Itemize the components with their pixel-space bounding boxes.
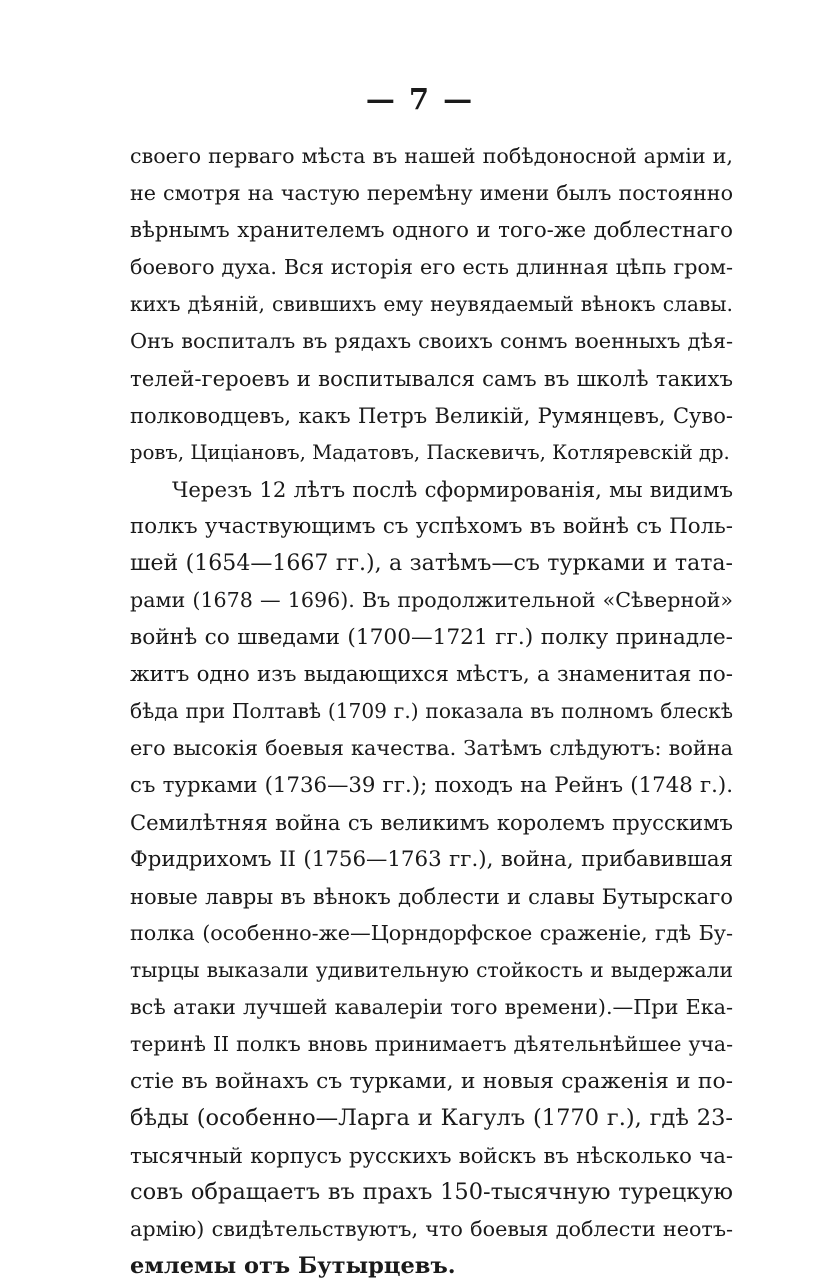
- text-line: бѣда при Полтавѣ (1709 г.) показала въ полномъ блескѣ: [130, 699, 733, 723]
- text-line: его высокія боевыя качества. Затѣмъ слѣдуютъ: война: [130, 736, 733, 760]
- text-line: стіе въ войнахъ съ турками, и новыя сраженія и по-: [130, 1069, 733, 1094]
- text-line: не смотря на частую перемѣну имени былъ постоянно: [130, 181, 733, 205]
- text-line: полководцевъ, какъ Петръ Великій, Румянцевъ, Суво-: [130, 403, 733, 428]
- text-line: кихъ дѣяній, свившихъ ему неувядаемый вѣнокъ славы.: [130, 292, 733, 316]
- text-line: боевого духа. Вся исторія его есть длинная цѣпь гром-: [130, 255, 733, 279]
- text-line: Фридрихомъ II (1756—1763 гг.), война, прибавившая: [130, 847, 733, 872]
- paragraph-end-line: емлемы отъ Бутырцевъ.: [130, 1253, 456, 1279]
- text-line: телей-героевъ и воспитывался самъ въ школѣ такихъ: [130, 366, 733, 391]
- text-line: съ турками (1736—39 гг.); походъ на Рейнъ (1748 г.).: [130, 773, 733, 798]
- text-line: Онъ воспиталъ въ рядахъ своихъ сонмъ военныхъ дѣя-: [130, 329, 733, 353]
- text-line: полка (особенно-же—Цорндорфское сраженіе, гдѣ Бу-: [130, 921, 733, 945]
- text-line: ровъ, Циціановъ, Мадатовъ, Паскевичъ, Котляревскій др.: [130, 441, 730, 464]
- body-text: [130, 138, 733, 1285]
- text-line: тысячный корпусъ русскихъ войскъ въ нѣсколько ча-: [130, 1143, 733, 1168]
- text-line: армію) свидѣтельствуютъ, что боевыя доблести неотъ-: [130, 1217, 733, 1241]
- text-line: житъ одно изъ выдающихся мѣстъ, а знаменитая по-: [130, 662, 733, 687]
- text-line: своего перваго мѣста въ нашей побѣдоносной арміи и,: [130, 144, 733, 168]
- text-line: тырцы выказали удивительную стойкость и выдержали: [130, 958, 733, 982]
- text-line: совъ обращаетъ въ прахъ 150-тысячную турецкую: [130, 1179, 733, 1205]
- text-line: шей (1654—1667 гг.), а затѣмъ—съ турками и тата-: [130, 551, 733, 576]
- text-line: войнѣ со шведами (1700—1721 гг.) полку принадле-: [130, 625, 733, 650]
- text-line: бѣды (особенно—Ларга и Кагулъ (1770 г.), гдѣ 23-: [130, 1105, 733, 1131]
- text-line: Семилѣтняя война съ великимъ королемъ прусскимъ: [130, 810, 733, 835]
- text-line: теринѣ II полкъ вновь принимаетъ дѣятельнѣйшее уча-: [130, 1032, 733, 1056]
- text-line: вѣрнымъ хранителемъ одного и того-же доблестнаго: [130, 218, 733, 243]
- text-line: новые лавры въ вѣнокъ доблести и славы Бутырскаго: [130, 884, 733, 909]
- page-number: — 7 —: [365, 82, 475, 116]
- text-line: полкъ участвующимъ съ успѣхомъ въ войнѣ съ Поль-: [130, 514, 733, 539]
- text-line: всѣ атаки лучшей кавалеріи того времени).—При Ека-: [130, 995, 733, 1019]
- paragraph-start-line: Черезъ 12 лѣтъ послѣ сформированія, мы видимъ: [172, 477, 733, 502]
- text-line: рами (1678 — 1696). Въ продолжительной «Сѣверной»: [130, 588, 733, 612]
